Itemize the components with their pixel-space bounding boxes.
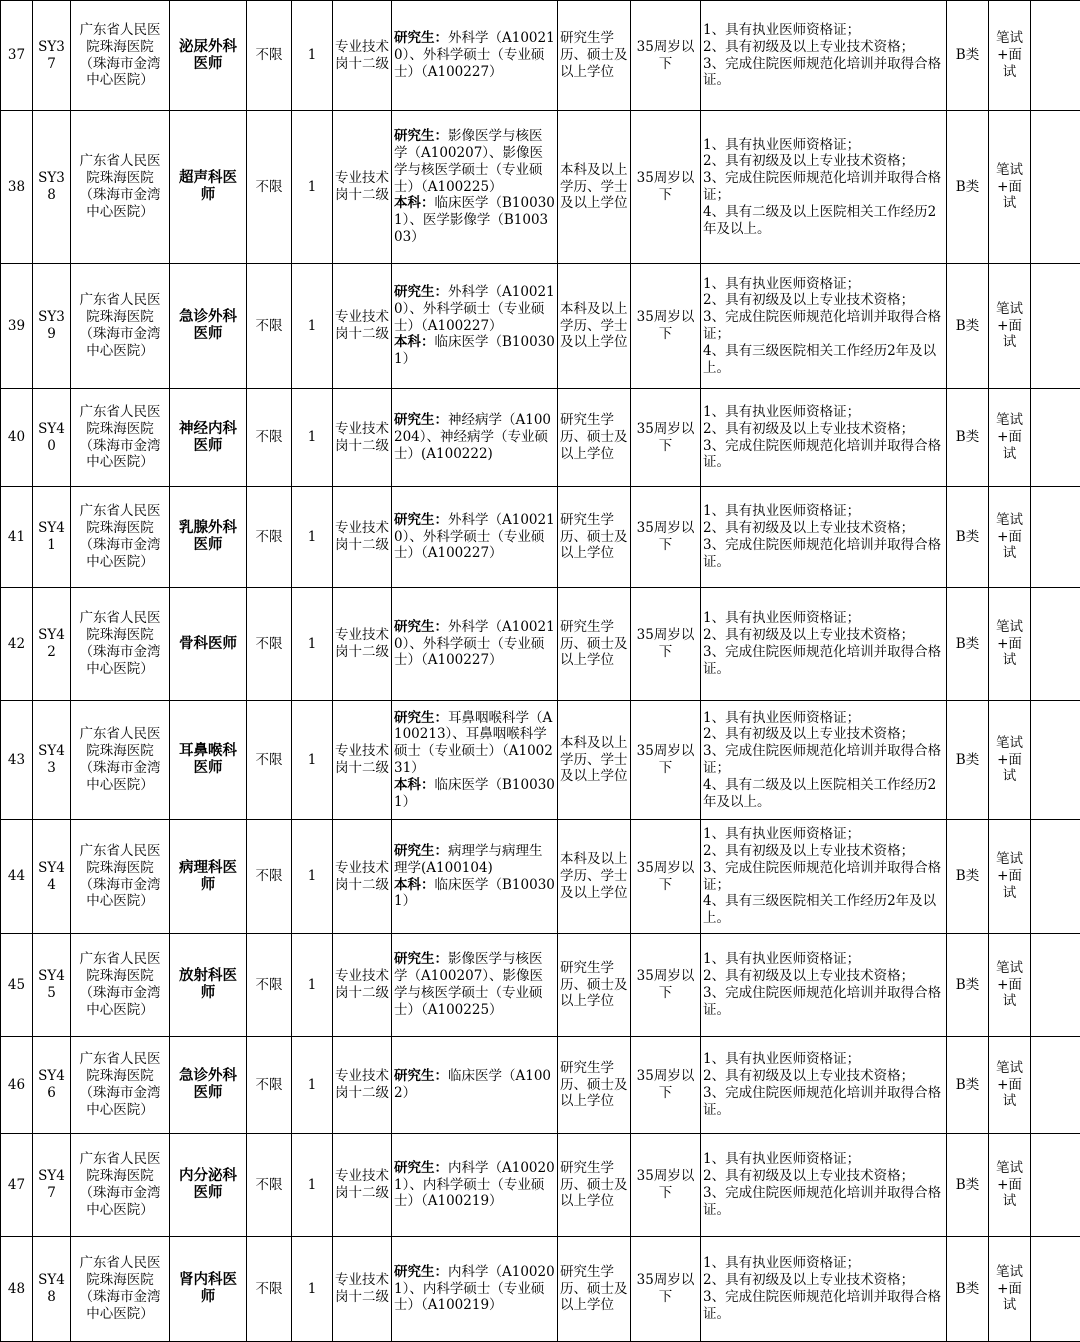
- remarks-cell: [1031, 934, 1080, 1037]
- other-requirements-cell: [701, 701, 947, 820]
- position-name-cell: 神经内科医师: [170, 389, 247, 487]
- exam-method-cell: 笔试+面试: [989, 588, 1031, 701]
- requirement-item: 1、具有执业医师资格证；: [703, 503, 944, 520]
- other-requirements-cell: [701, 487, 947, 588]
- major-line: [394, 128, 555, 195]
- other-requirements-cell: [701, 389, 947, 487]
- employer-unit-cell: 广东省人民医院珠海医院（珠海市金湾中心医院）: [71, 1134, 170, 1237]
- remarks-cell: [1031, 111, 1080, 264]
- table-row: [1, 389, 1080, 487]
- education-cell: 研究生学历、硕士及以上学位: [558, 934, 631, 1037]
- position-name-cell: 急诊外科医师: [170, 264, 247, 389]
- row-number-cell: 40: [1, 389, 33, 487]
- employer-unit-cell: 广东省人民医院珠海医院（珠海市金湾中心医院）: [71, 934, 170, 1037]
- position-level-cell: 专业技术岗十二级: [333, 934, 392, 1037]
- degree-label: 研究生：: [394, 512, 448, 528]
- exam-method-cell: 笔试+面试: [989, 389, 1031, 487]
- major-line: [394, 951, 555, 1018]
- employer-unit-cell: 广东省人民医院珠海医院（珠海市金湾中心医院）: [71, 487, 170, 588]
- major-text: 外科学（A100210）、外科学硕士（专业硕士）（A100227）: [394, 512, 555, 562]
- table-row: [1, 588, 1080, 701]
- requirement-item: 1、具有执业医师资格证；: [703, 710, 944, 727]
- age-limit-cell: 35周岁以下: [631, 1037, 701, 1134]
- major-requirement-cell: [392, 934, 558, 1037]
- position-name-cell: 耳鼻喉科医师: [170, 701, 247, 820]
- major-text: 影像医学与核医学（A100207）、影像医学与核医学硕士（专业硕士）（A100225）: [394, 951, 543, 1017]
- degree-label: 本科：: [394, 334, 435, 350]
- other-requirements-cell: [701, 1237, 947, 1342]
- other-requirements-cell: [701, 820, 947, 934]
- degree-label: 研究生：: [394, 412, 448, 428]
- position-name-cell: 乳腺外科医师: [170, 487, 247, 588]
- employer-unit-cell: 广东省人民医院珠海医院（珠海市金湾中心医院）: [71, 1237, 170, 1342]
- major-text: 临床医学（B100301）: [394, 777, 555, 810]
- requirement-item: 3、完成住院医师规范化培训并取得合格证。: [703, 438, 944, 472]
- position-code-cell: SY40: [33, 389, 71, 487]
- degree-label: 本科：: [394, 195, 435, 211]
- table-row: [1, 1, 1080, 111]
- age-limit-cell: 35周岁以下: [631, 1134, 701, 1237]
- major-requirement-cell: [392, 389, 558, 487]
- degree-label: 本科：: [394, 777, 435, 793]
- exam-method-cell: 笔试+面试: [989, 1, 1031, 111]
- position-code-cell: SY38: [33, 111, 71, 264]
- education-cell: 本科及以上学历、学士及以上学位: [558, 701, 631, 820]
- education-cell: 研究生学历、硕士及以上学位: [558, 1037, 631, 1134]
- education-cell: 本科及以上学历、学士及以上学位: [558, 264, 631, 389]
- education-cell: 研究生学历、硕士及以上学位: [558, 1237, 631, 1342]
- major-requirement-cell: [392, 1134, 558, 1237]
- degree-label: 研究生：: [394, 1160, 448, 1176]
- exam-category-cell: B类: [947, 1134, 989, 1237]
- requirement-item: 1、具有执业医师资格证；: [703, 1051, 944, 1068]
- position-level-cell: 专业技术岗十二级: [333, 588, 392, 701]
- hiring-count-cell: 1: [292, 1, 333, 111]
- table-row: [1, 1037, 1080, 1134]
- remarks-cell: [1031, 1037, 1080, 1134]
- other-requirements-cell: [701, 1037, 947, 1134]
- age-limit-cell: 35周岁以下: [631, 588, 701, 701]
- requirement-item: 1、具有执业医师资格证；: [703, 826, 944, 843]
- position-code-cell: SY48: [33, 1237, 71, 1342]
- exam-category-cell: B类: [947, 1237, 989, 1342]
- other-requirements-cell: [701, 588, 947, 701]
- position-code-cell: SY46: [33, 1037, 71, 1134]
- degree-label: 研究生：: [394, 284, 448, 300]
- major-text: 内科学（A100201）、内科学硕士（专业硕士）（A100219）: [394, 1160, 555, 1210]
- exam-category-cell: B类: [947, 1037, 989, 1134]
- education-cell: 研究生学历、硕士及以上学位: [558, 389, 631, 487]
- position-level-cell: 专业技术岗十二级: [333, 1134, 392, 1237]
- remarks-cell: [1031, 820, 1080, 934]
- position-name-cell: 肾内科医师: [170, 1237, 247, 1342]
- employer-unit-cell: 广东省人民医院珠海医院（珠海市金湾中心医院）: [71, 1037, 170, 1134]
- hiring-count-cell: 1: [292, 701, 333, 820]
- position-name-cell: 病理科医师: [170, 820, 247, 934]
- requirement-item: 1、具有执业医师资格证；: [703, 22, 944, 39]
- age-limit-cell: 35周岁以下: [631, 820, 701, 934]
- position-level-cell: 专业技术岗十二级: [333, 820, 392, 934]
- age-limit-cell: 35周岁以下: [631, 389, 701, 487]
- employer-unit-cell: 广东省人民医院珠海医院（珠海市金湾中心医院）: [71, 701, 170, 820]
- degree-label: 研究生：: [394, 30, 448, 46]
- major-requirement-cell: [392, 701, 558, 820]
- requirement-item: 1、具有执业医师资格证；: [703, 951, 944, 968]
- major-text: 临床医学（A1002）: [394, 1068, 551, 1101]
- age-limit-cell: 35周岁以下: [631, 1, 701, 111]
- other-requirements-cell: [701, 934, 947, 1037]
- exam-category-cell: B类: [947, 588, 989, 701]
- position-level-cell: 专业技术岗十二级: [333, 1, 392, 111]
- exam-method-cell: 笔试+面试: [989, 934, 1031, 1037]
- position-code-cell: SY41: [33, 487, 71, 588]
- employer-unit-cell: 广东省人民医院珠海医院（珠海市金湾中心医院）: [71, 264, 170, 389]
- requirement-item: 2、具有初级及以上专业技术资格；: [703, 1168, 944, 1185]
- row-number-cell: 37: [1, 1, 33, 111]
- remarks-cell: [1031, 264, 1080, 389]
- other-requirements-cell: [701, 264, 947, 389]
- requirement-item: 1、具有执业医师资格证；: [703, 1151, 944, 1168]
- position-code-cell: SY44: [33, 820, 71, 934]
- major-line: [394, 412, 555, 462]
- position-name-cell: 泌尿外科医师: [170, 1, 247, 111]
- requirement-item: 3、完成住院医师规范化培训并取得合格证。: [703, 537, 944, 571]
- row-number-cell: 46: [1, 1037, 33, 1134]
- employer-unit-cell: 广东省人民医院珠海医院（珠海市金湾中心医院）: [71, 820, 170, 934]
- major-line: [394, 619, 555, 669]
- degree-label: 研究生：: [394, 843, 448, 859]
- remarks-cell: [1031, 1, 1080, 111]
- major-text: 神经病学（A100204）、神经病学（专业硕士）(A100222): [394, 412, 551, 462]
- position-name-cell: 急诊外科医师: [170, 1037, 247, 1134]
- table-row: [1, 1237, 1080, 1342]
- exam-method-cell: 笔试+面试: [989, 1037, 1031, 1134]
- major-requirement-cell: [392, 264, 558, 389]
- position-level-cell: 专业技术岗十二级: [333, 701, 392, 820]
- requirement-item: 3、完成住院医师规范化培训并取得合格证。: [703, 1289, 944, 1323]
- requirement-item: 2、具有初级及以上专业技术资格；: [703, 1272, 944, 1289]
- major-text: 病理学与病理生理学(A100104): [394, 843, 543, 876]
- requirement-item: 2、具有初级及以上专业技术资格；: [703, 520, 944, 537]
- row-number-cell: 47: [1, 1134, 33, 1237]
- major-line: [394, 30, 555, 80]
- requirement-item: 1、具有执业医师资格证；: [703, 137, 944, 154]
- table-body: [1, 1, 1080, 1342]
- remarks-cell: [1031, 1237, 1080, 1342]
- major-requirement-cell: [392, 1237, 558, 1342]
- remarks-cell: [1031, 588, 1080, 701]
- degree-label: 研究生：: [394, 951, 448, 967]
- position-level-cell: 专业技术岗十二级: [333, 1237, 392, 1342]
- table-row: [1, 934, 1080, 1037]
- hiring-count-cell: 1: [292, 588, 333, 701]
- table-row: [1, 820, 1080, 934]
- row-number-cell: 43: [1, 701, 33, 820]
- requirement-item: 3、完成住院医师规范化培训并取得合格证。: [703, 1085, 944, 1119]
- degree-label: 研究生：: [394, 710, 448, 726]
- requirement-item: 2、具有初级及以上专业技术资格；: [703, 726, 944, 743]
- major-requirement-cell: [392, 820, 558, 934]
- major-text: 外科学（A100210）、外科学硕士（专业硕士）（A100227）: [394, 30, 555, 80]
- requirement-item: 4、具有三级医院相关工作经历2年及以上。: [703, 893, 944, 927]
- position-level-cell: 专业技术岗十二级: [333, 1037, 392, 1134]
- major-text: 外科学（A100210）、外科学硕士（专业硕士）（A100227）: [394, 619, 555, 669]
- education-cell: 研究生学历、硕士及以上学位: [558, 1, 631, 111]
- major-line: [394, 284, 555, 334]
- requirement-item: 3、完成住院医师规范化培训并取得合格证。: [703, 644, 944, 678]
- major-requirement-cell: [392, 111, 558, 264]
- hiring-count-cell: 1: [292, 487, 333, 588]
- major-text: 临床医学（B100301）: [394, 877, 555, 910]
- target-group-cell: 不限: [247, 1237, 292, 1342]
- exam-method-cell: 笔试+面试: [989, 1134, 1031, 1237]
- major-requirement-cell: [392, 1037, 558, 1134]
- employer-unit-cell: 广东省人民医院珠海医院（珠海市金湾中心医院）: [71, 389, 170, 487]
- requirement-item: 2、具有初级及以上专业技术资格；: [703, 968, 944, 985]
- position-code-cell: SY43: [33, 701, 71, 820]
- target-group-cell: 不限: [247, 701, 292, 820]
- education-cell: 本科及以上学历、学士及以上学位: [558, 111, 631, 264]
- exam-method-cell: 笔试+面试: [989, 111, 1031, 264]
- requirement-item: 2、具有初级及以上专业技术资格；: [703, 292, 944, 309]
- target-group-cell: 不限: [247, 487, 292, 588]
- degree-label: 研究生：: [394, 619, 448, 635]
- major-text: 外科学（A100210）、外科学硕士（专业硕士）（A100227）: [394, 284, 555, 334]
- exam-category-cell: B类: [947, 820, 989, 934]
- requirement-item: 2、具有初级及以上专业技术资格；: [703, 421, 944, 438]
- row-number-cell: 39: [1, 264, 33, 389]
- major-text: 影像医学与核医学（A100207）、影像医学与核医学硕士（专业硕士）（A100225）: [394, 128, 543, 194]
- position-name-cell: 内分泌科医师: [170, 1134, 247, 1237]
- education-cell: 本科及以上学历、学士及以上学位: [558, 820, 631, 934]
- major-line: [394, 195, 555, 245]
- row-number-cell: 48: [1, 1237, 33, 1342]
- requirement-item: 4、具有二级及以上医院相关工作经历2年及以上。: [703, 204, 944, 238]
- other-requirements-cell: [701, 111, 947, 264]
- major-requirement-cell: [392, 588, 558, 701]
- row-number-cell: 41: [1, 487, 33, 588]
- hiring-count-cell: 1: [292, 1037, 333, 1134]
- requirement-item: 2、具有初级及以上专业技术资格；: [703, 843, 944, 860]
- employer-unit-cell: 广东省人民医院珠海医院（珠海市金湾中心医院）: [71, 111, 170, 264]
- requirement-item: 3、完成住院医师规范化培训并取得合格证；: [703, 743, 944, 777]
- target-group-cell: 不限: [247, 389, 292, 487]
- position-level-cell: 专业技术岗十二级: [333, 111, 392, 264]
- major-line: [394, 1264, 555, 1314]
- requirement-item: 1、具有执业医师资格证；: [703, 276, 944, 293]
- hiring-count-cell: 1: [292, 1134, 333, 1237]
- position-name-cell: 骨科医师: [170, 588, 247, 701]
- major-text: 耳鼻咽喉科学（A100213）、耳鼻咽喉科学硕士（专业硕士）（A100231）: [394, 710, 553, 776]
- table-row: [1, 1134, 1080, 1237]
- requirement-item: 3、完成住院医师规范化培训并取得合格证；: [703, 170, 944, 204]
- exam-category-cell: B类: [947, 264, 989, 389]
- hiring-count-cell: 1: [292, 934, 333, 1037]
- position-name-cell: 放射科医师: [170, 934, 247, 1037]
- position-code-cell: SY39: [33, 264, 71, 389]
- table-row: [1, 111, 1080, 264]
- other-requirements-cell: [701, 1, 947, 111]
- position-level-cell: 专业技术岗十二级: [333, 264, 392, 389]
- age-limit-cell: 35周岁以下: [631, 1237, 701, 1342]
- exam-category-cell: B类: [947, 389, 989, 487]
- remarks-cell: [1031, 389, 1080, 487]
- requirement-item: 3、完成住院医师规范化培训并取得合格证。: [703, 1185, 944, 1219]
- requirement-item: 2、具有初级及以上专业技术资格；: [703, 627, 944, 644]
- degree-label: 本科：: [394, 877, 435, 893]
- exam-category-cell: B类: [947, 934, 989, 1037]
- position-name-cell: 超声科医师: [170, 111, 247, 264]
- exam-category-cell: B类: [947, 1, 989, 111]
- education-cell: 研究生学历、硕士及以上学位: [558, 487, 631, 588]
- requirement-item: 3、完成住院医师规范化培训并取得合格证。: [703, 985, 944, 1019]
- exam-method-cell: 笔试+面试: [989, 1237, 1031, 1342]
- exam-category-cell: B类: [947, 111, 989, 264]
- hiring-count-cell: 1: [292, 820, 333, 934]
- position-code-cell: SY42: [33, 588, 71, 701]
- degree-label: 研究生：: [394, 128, 448, 144]
- target-group-cell: 不限: [247, 264, 292, 389]
- degree-label: 研究生：: [394, 1068, 448, 1084]
- major-line: [394, 334, 555, 368]
- target-group-cell: 不限: [247, 1037, 292, 1134]
- major-line: [394, 512, 555, 562]
- hiring-count-cell: 1: [292, 1237, 333, 1342]
- table-row: [1, 264, 1080, 389]
- target-group-cell: 不限: [247, 588, 292, 701]
- exam-method-cell: 笔试+面试: [989, 264, 1031, 389]
- other-requirements-cell: [701, 1134, 947, 1237]
- exam-method-cell: 笔试+面试: [989, 820, 1031, 934]
- age-limit-cell: 35周岁以下: [631, 264, 701, 389]
- requirement-item: 2、具有初级及以上专业技术资格；: [703, 39, 944, 56]
- major-text: 临床医学（B100301）、医学影像学（B100303）: [394, 195, 555, 245]
- position-code-cell: SY45: [33, 934, 71, 1037]
- remarks-cell: [1031, 487, 1080, 588]
- requirement-item: 1、具有执业医师资格证；: [703, 1255, 944, 1272]
- requirement-item: 1、具有执业医师资格证；: [703, 404, 944, 421]
- requirement-item: 3、完成住院医师规范化培训并取得合格证。: [703, 56, 944, 90]
- major-line: [394, 1160, 555, 1210]
- target-group-cell: 不限: [247, 820, 292, 934]
- major-requirement-cell: [392, 487, 558, 588]
- education-cell: 研究生学历、硕士及以上学位: [558, 1134, 631, 1237]
- position-code-cell: SY37: [33, 1, 71, 111]
- table-row: [1, 701, 1080, 820]
- major-text: 内科学（A100201）、内科学硕士（专业硕士）（A100219）: [394, 1264, 555, 1314]
- age-limit-cell: 35周岁以下: [631, 111, 701, 264]
- remarks-cell: [1031, 1134, 1080, 1237]
- exam-method-cell: 笔试+面试: [989, 487, 1031, 588]
- requirement-item: 3、完成住院医师规范化培训并取得合格证；: [703, 860, 944, 894]
- requirement-item: 1、具有执业医师资格证；: [703, 610, 944, 627]
- requirement-item: 2、具有初级及以上专业技术资格；: [703, 153, 944, 170]
- requirement-item: 3、完成住院医师规范化培训并取得合格证；: [703, 309, 944, 343]
- age-limit-cell: 35周岁以下: [631, 487, 701, 588]
- position-code-cell: SY47: [33, 1134, 71, 1237]
- position-level-cell: 专业技术岗十二级: [333, 389, 392, 487]
- position-level-cell: 专业技术岗十二级: [333, 487, 392, 588]
- major-line: [394, 1068, 555, 1102]
- row-number-cell: 42: [1, 588, 33, 701]
- major-line: [394, 877, 555, 911]
- target-group-cell: 不限: [247, 934, 292, 1037]
- hiring-count-cell: 1: [292, 111, 333, 264]
- major-requirement-cell: [392, 1, 558, 111]
- employer-unit-cell: 广东省人民医院珠海医院（珠海市金湾中心医院）: [71, 1, 170, 111]
- target-group-cell: 不限: [247, 1, 292, 111]
- age-limit-cell: 35周岁以下: [631, 701, 701, 820]
- requirement-item: 2、具有初级及以上专业技术资格；: [703, 1068, 944, 1085]
- requirement-item: 4、具有三级医院相关工作经历2年及以上。: [703, 343, 944, 377]
- table-row: [1, 487, 1080, 588]
- degree-label: 研究生：: [394, 1264, 448, 1280]
- target-group-cell: 不限: [247, 1134, 292, 1237]
- major-line: [394, 843, 555, 877]
- row-number-cell: 38: [1, 111, 33, 264]
- exam-method-cell: 笔试+面试: [989, 701, 1031, 820]
- education-cell: 研究生学历、硕士及以上学位: [558, 588, 631, 701]
- requirement-item: 4、具有二级及以上医院相关工作经历2年及以上。: [703, 777, 944, 811]
- row-number-cell: 45: [1, 934, 33, 1037]
- hiring-count-cell: 1: [292, 389, 333, 487]
- target-group-cell: 不限: [247, 111, 292, 264]
- major-text: 临床医学（B100301）: [394, 334, 555, 367]
- remarks-cell: [1031, 701, 1080, 820]
- employer-unit-cell: 广东省人民医院珠海医院（珠海市金湾中心医院）: [71, 588, 170, 701]
- row-number-cell: 44: [1, 820, 33, 934]
- hiring-count-cell: 1: [292, 264, 333, 389]
- major-line: [394, 777, 555, 811]
- major-line: [394, 710, 555, 777]
- exam-category-cell: B类: [947, 701, 989, 820]
- exam-category-cell: B类: [947, 487, 989, 588]
- age-limit-cell: 35周岁以下: [631, 934, 701, 1037]
